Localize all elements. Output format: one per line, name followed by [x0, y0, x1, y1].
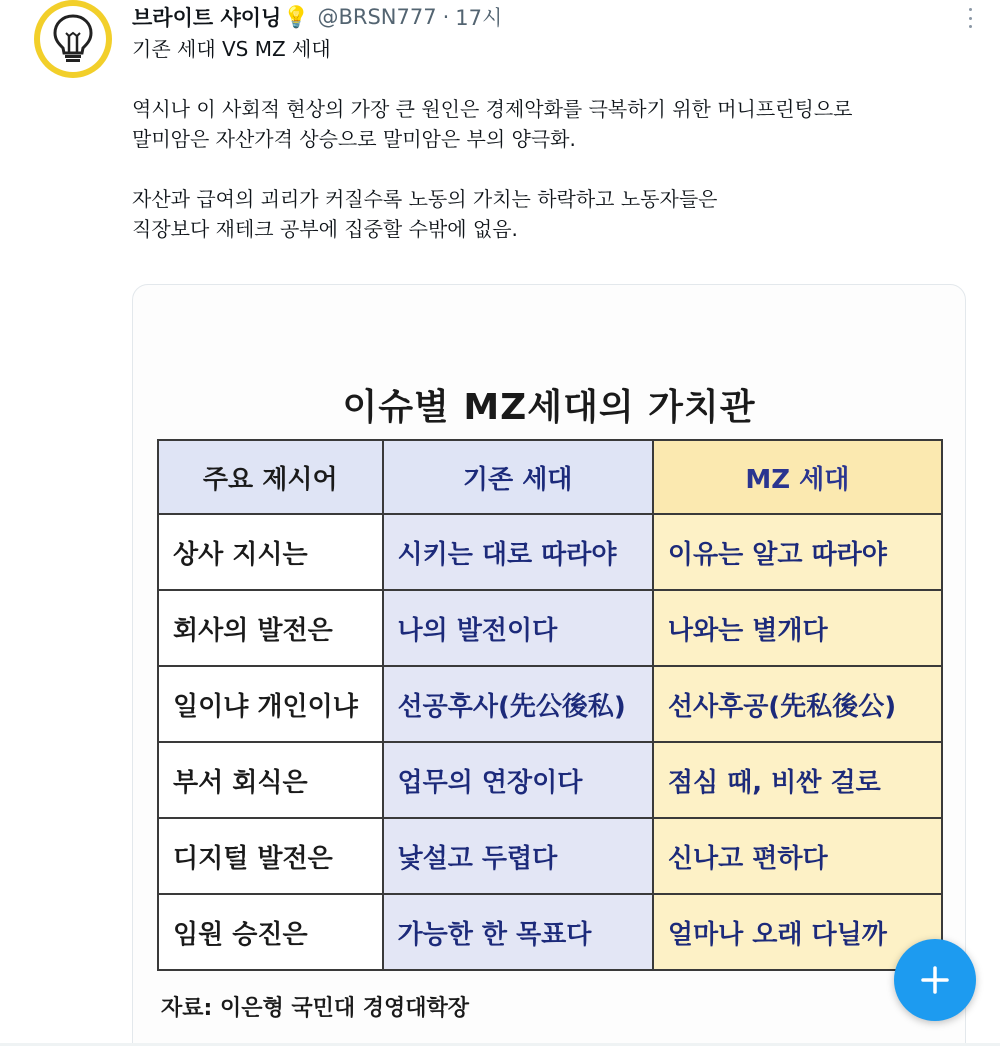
topic-cell: 부서 회식은	[158, 742, 383, 818]
old-generation-cell: 업무의 연장이다	[383, 742, 653, 818]
tweet-header	[132, 2, 502, 32]
header-topic: 주요 제시어	[158, 440, 383, 514]
old-generation-cell: 선공후사(先公後私)	[383, 666, 653, 742]
more-dots-icon	[969, 25, 972, 28]
image-title: 이슈별 MZ세대의 가치관	[342, 387, 756, 428]
table-row	[158, 818, 942, 894]
tweet-line: 역시나 이 사회적 현상의 가장 큰 원인은 경제악화를 극복하기 위한 머니프린팅으로	[132, 97, 853, 121]
mz-generation-cell: 나와는 별개다	[653, 590, 942, 666]
tweet-line: 말미암은 자산가격 상승으로 말미암은 부의 양극화.	[132, 127, 576, 151]
more-options-button[interactable]	[962, 8, 978, 28]
comparison-table	[157, 439, 943, 971]
tweet-line: 직장보다 재테크 공부에 집중할 수밖에 없음.	[132, 217, 518, 241]
more-dots-icon	[969, 17, 972, 20]
header-mz-generation: MZ 세대	[653, 440, 942, 514]
old-generation-cell: 낯설고 두렵다	[383, 818, 653, 894]
mz-generation-cell: 신나고 편하다	[653, 818, 942, 894]
topic-cell: 디지털 발전은	[158, 818, 383, 894]
table-row	[158, 894, 942, 970]
old-generation-cell: 가능한 한 목표다	[383, 894, 653, 970]
topic-cell: 임원 승진은	[158, 894, 383, 970]
mz-generation-cell: 점심 때, 비싼 걸로	[653, 742, 942, 818]
plus-icon	[920, 965, 950, 995]
table-row	[158, 742, 942, 818]
mz-generation-cell: 이유는 알고 따라야	[653, 514, 942, 590]
tweet-text	[132, 34, 972, 244]
table-row	[158, 666, 942, 742]
old-generation-cell: 시키는 대로 따라야	[383, 514, 653, 590]
mz-generation-cell: 선사후공(先私後公)	[653, 666, 942, 742]
avatar[interactable]	[34, 0, 112, 78]
header-old-generation: 기존 세대	[383, 440, 653, 514]
table-header-row	[158, 440, 942, 514]
tweet-line: 자산과 급여의 괴리가 커질수록 노동의 가치는 하락하고 노동자들은	[132, 187, 718, 211]
more-dots-icon	[969, 8, 972, 11]
compose-tweet-button[interactable]	[894, 939, 976, 1021]
source-note: 자료: 이은형 국민대 경영대학장	[161, 996, 470, 1021]
topic-cell: 회사의 발전은	[158, 590, 383, 666]
topic-cell: 일이냐 개인이냐	[158, 666, 383, 742]
table-row	[158, 514, 942, 590]
tweet-image[interactable]	[132, 284, 966, 1046]
old-generation-cell: 나의 발전이다	[383, 590, 653, 666]
user-handle[interactable]: @BRSN777	[317, 5, 437, 29]
timestamp[interactable]: 17시	[455, 6, 503, 30]
mz-generation-cell: 얼마나 오래 다닐까	[653, 894, 942, 970]
bulb-emoji: 💡	[283, 4, 310, 29]
tweet-line: 기존 세대 VS MZ 세대	[132, 37, 331, 61]
topic-cell: 상사 지시는	[158, 514, 383, 590]
lightbulb-icon	[51, 13, 95, 65]
separator-dot: ·	[442, 5, 450, 29]
table-row	[158, 590, 942, 666]
avatar-inner	[40, 6, 106, 72]
display-name[interactable]: 브라이트 샤이닝	[132, 6, 282, 30]
